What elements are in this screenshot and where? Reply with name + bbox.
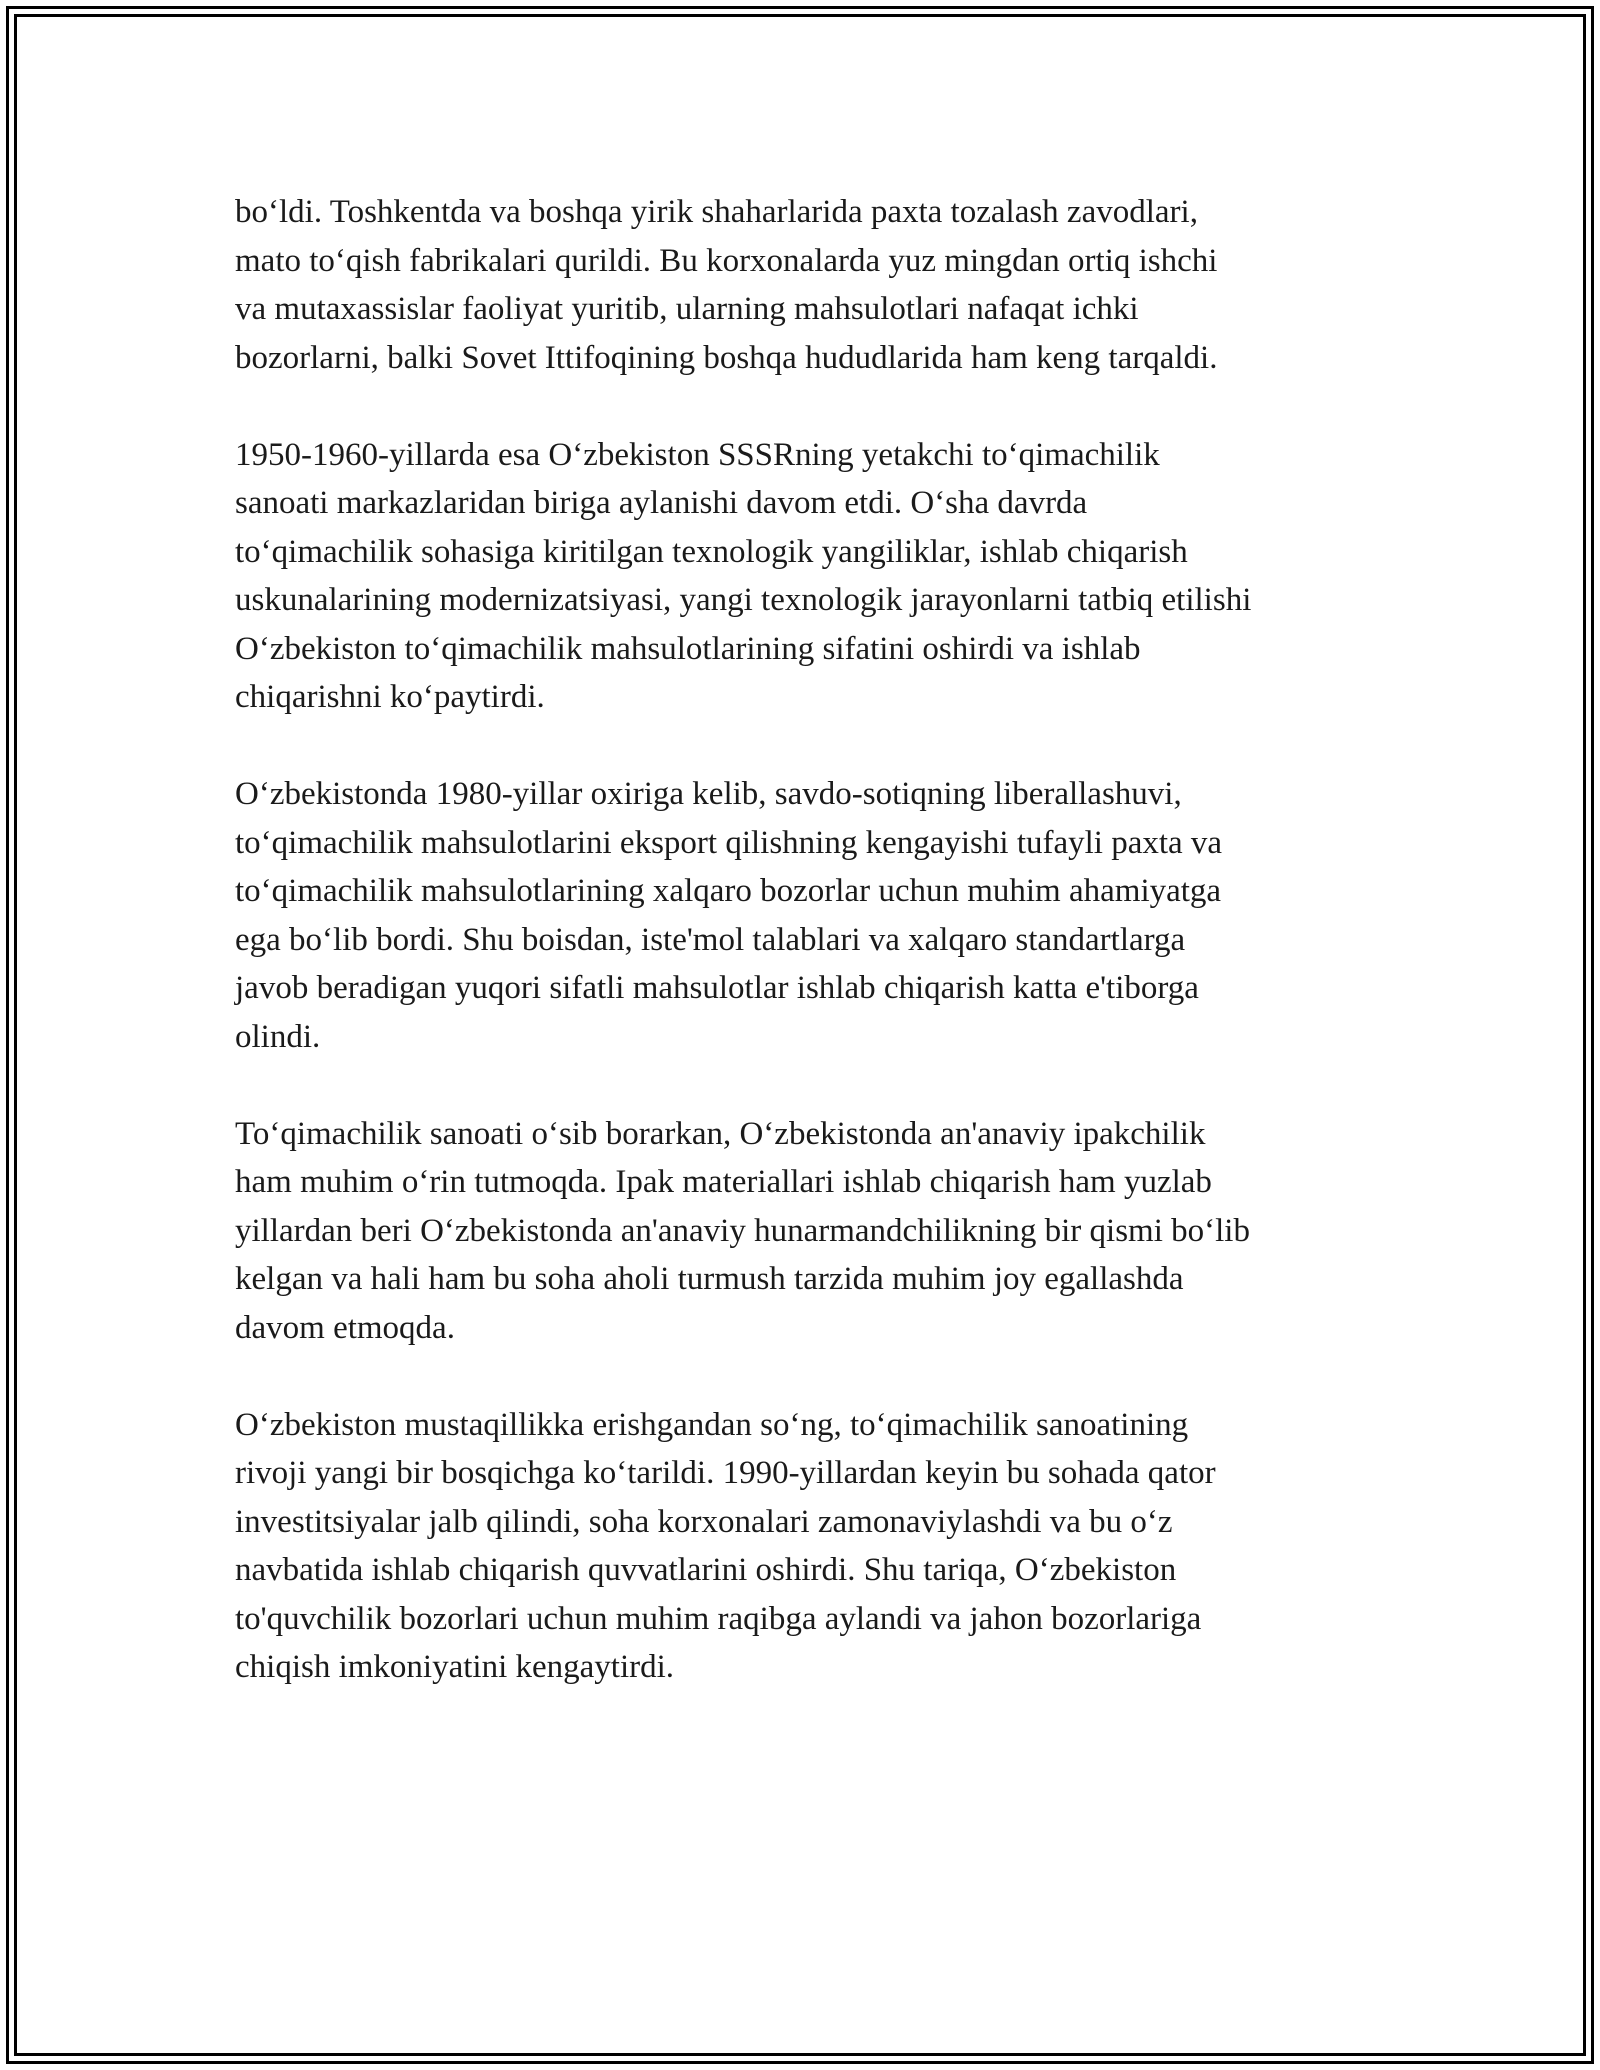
paragraph-4: To‘qimachilik sanoati o‘sib borarkan, O‘zbekistonda an'anaviy ipakchilik ham muhim o‘rin tutmoqda. Ipak materiallari ishlab chiqarish ham yuzlab yillardan beri O‘zbekistonda an'anaviy hunarmandchilikning bir qismi bo‘lib kelgan va hali ham bu soha aholi turmush tarzida muhim joy egallashda davom etmoqda.	[235, 1115, 1250, 1346]
paragraph-5: O‘zbekiston mustaqillikka erishgandan so‘ng, to‘qimachilik sanoatining rivoji yangi bir bosqichga ko‘tarildi. 1990-yillardan keyin bu sohada qator investitsiyalar jalb qilindi, soha korxonalari zamonaviylashdi va bu o‘z navbatida ishlab chiqarish quvvatlarini oshirdi. Shu tariqa, O‘zbekiston to'quvchilik bozorlari uchun muhim raqibga aylandi va jahon bozorlariga chiqish imkoniyatini kengaytirdi.	[235, 1406, 1216, 1685]
paragraph-2: 1950-1960-yillarda esa O‘zbekiston SSSRning yetakchi to‘qimachilik sanoati markazlaridan biriga aylanishi davom etdi. O‘sha davrda to‘qimachilik sohasiga kiritilgan texnologik yangiliklar, ishlab chiqarish uskunalarining modernizatsiyasi, yangi texnologik jarayonlarni tatbiq etilishi O‘zbekiston to‘qimachilik mahsulotlarining sifatini oshirdi va ishlab chiqarishni ko‘paytirdi.	[235, 436, 1252, 715]
document-body	[235, 188, 1375, 1740]
paragraph-1: bo‘ldi. Toshkentda va boshqa yirik shaharlarida paxta tozalash zavodlari, mato to‘qish fabrikalari qurildi. Bu korxonalarda yuz mingdan ortiq ishchi va mutaxassislar faoliyat yuritib, ularning mahsulotlari nafaqat ichki bozorlarni, balki Sovet Ittifoqining boshqa hududlarida ham keng tarqaldi.	[235, 194, 1218, 376]
paragraph-3: O‘zbekistonda 1980-yillar oxiriga kelib, savdo-sotiqning liberallashuvi, to‘qimachilik mahsulotlarini eksport qilishning kengayishi tufayli paxta va to‘qimachilik mahsulotlarining xalqaro bozorlar uchun muhim ahamiyatga ega bo‘lib bordi. Shu boisdan, iste'mol talablari va xalqaro standartlarga javob beradigan yuqori sifatli mahsulotlar ishlab chiqarish katta e'tiborga olindi.	[235, 776, 1223, 1055]
